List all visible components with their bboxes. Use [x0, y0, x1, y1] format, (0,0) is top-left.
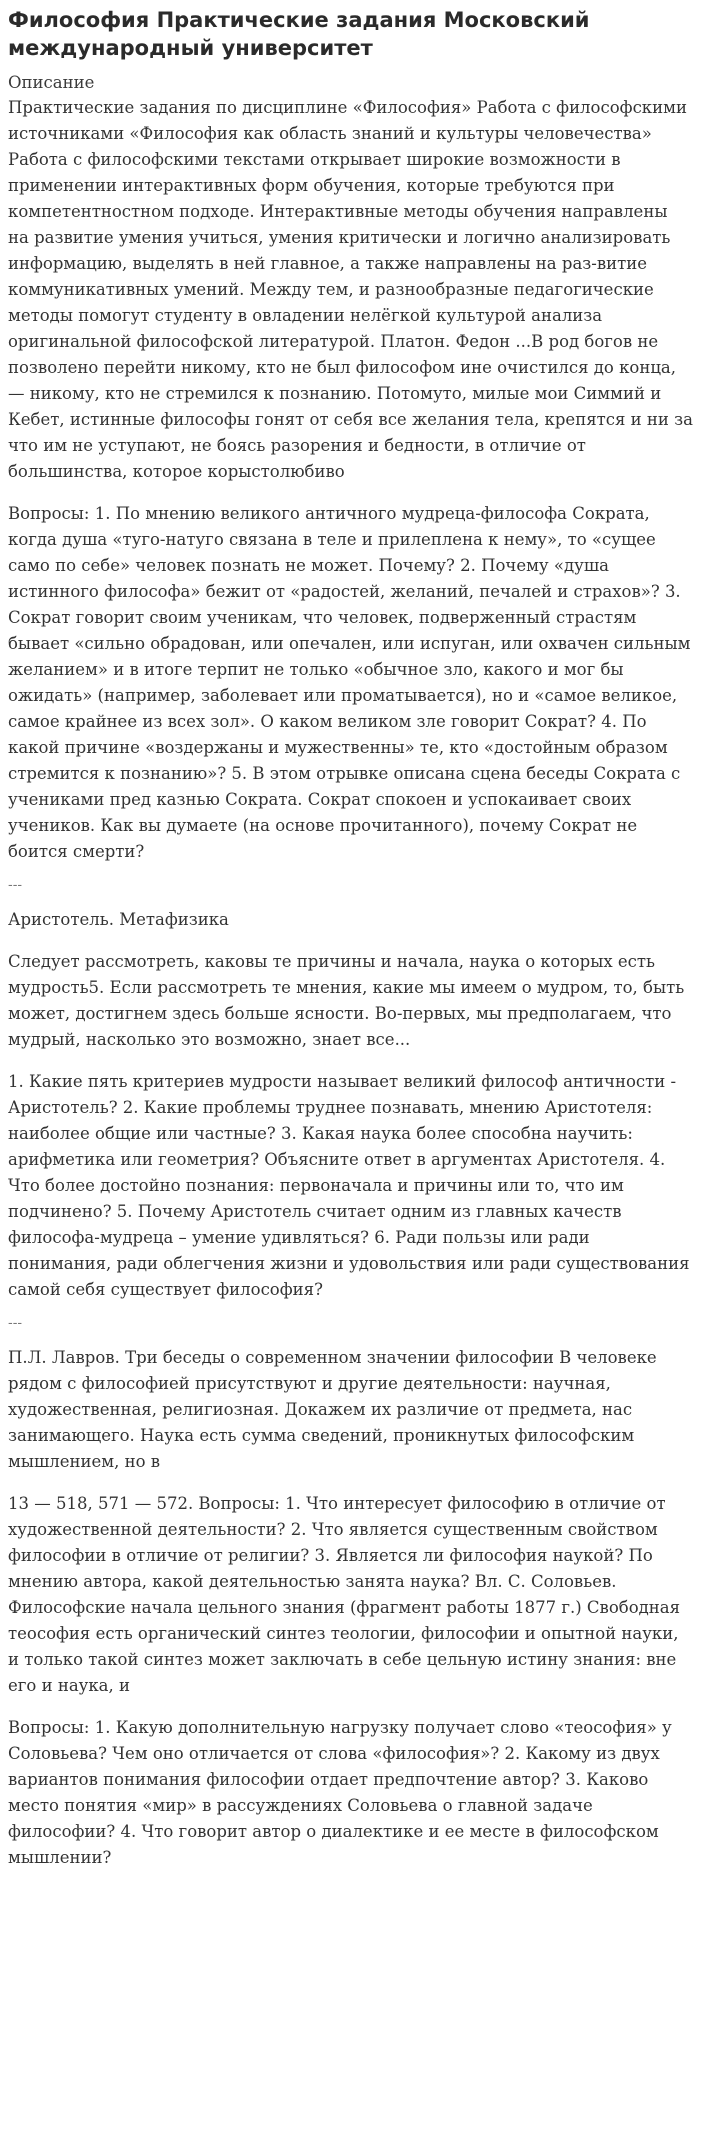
aristotle-questions-paragraph: 1. Какие пять критериев мудрости называет великий философ античности - Аристотель? 2. Какие проблемы труднее познавать, мнению Аристотеля: наиболее общие или частные? 3. Какая наука более способна научить: арифметика или геометрия? Объясните ответ в аргументах Аристотеля. 4. Что более достойно познания: первоначала и причины или то, что им подчинено? 5. Почему Аристотель считает одним из главных качеств философа-мудреца – умение удивляться? 6. Ради пользы или ради понимания, ради облегчения жизни и удовольствия или ради существования самой себя существует философия? [8, 1072, 690, 1299]
lavrov-soloviev-paragraph: 13 — 518, 571 — 572. Вопросы: 1. Что интересует философию в отличие от художественной деятельности? 2. Что является существенным свойством философии в отличие от религии? 3. Является ли философия наукой? По мнению автора, какой деятельностью занята наука? Вл. С. Соловьев. Философские начала цельного знания (фрагмент работы 1877 г.) Свободная теософия есть органический синтез теологии, философии и опытной науки, и только такой синтез может заключать в себе цельную истину знания: вне его и наука, и [8, 1494, 681, 1695]
lavrov-excerpt-paragraph: П.Л. Лавров. Три беседы о современном значении философии В человеке рядом с философией присутствуют и другие деятельности: научная, художественная, религиозная. Докажем их различие от предмета, нас занимающего. Наука есть сумма сведений, проникнутых философским мышлением, но в [8, 1348, 657, 1471]
soloviev-questions-paragraph: Вопросы: 1. Какую дополнительную нагрузку получает слово «теософия» у Соловьева? Чем оно отличается от слова «философия»? 2. Какому из двух вариантов понимания философии отдает предпочтение автор? 3. Каково место понятия «мир» в рассуждениях Соловьева о главной задаче философии? 4. Что говорит автор о диалектике и ее месте в философском мышлении? [8, 1718, 672, 1867]
aristotle-excerpt-paragraph: Следует рассмотреть, каковы те причины и начала, наука о которых есть мудрость5. Если рассмотреть те мнения, какие мы имеем о мудром, то, быть может, достигнем здесь больше ясности. Во-первых, мы предполагаем, что мудрый, насколько это возможно, знает все... [8, 952, 685, 1049]
aristotle-heading: Аристотель. Метафизика [8, 910, 229, 929]
section-separator: --- [8, 878, 23, 893]
page-title: Философия Практические задания Московский международный университет [8, 8, 590, 60]
plato-questions-paragraph: Вопросы: 1. По мнению великого античного мудреца-философа Сократа, когда душа «туго-натуго связана в теле и прилеплена к нему», то «сущее само по себе» человек познать не может. Почему? 2. Почему «душа истинного философа» бежит от «радостей, желаний, печалей и страхов»? 3. Сократ говорит своим ученикам, что человек, подверженный страстям бывает «сильно обрадован, или опечален, или испуган, или охвачен сильным желанием» и в итоге терпит не только «обычное зло, какого и мог бы ожидать» (например, заболевает или проматывается), но и «самое великое, самое крайнее из всех зол». О каком великом зле говорит Сократ? 4. По какой причине «воздержаны и мужественны» те, кто «достойным образом стремится к познанию»? 5. В этом отрывке описана сцена беседы Сократа с учениками пред казнью Сократа. Сократ спокоен и успокаивает своих учеников. Как вы думаете (на основе прочитанного), почему Сократ не боится смерти? [8, 504, 691, 861]
section-separator: --- [8, 1316, 23, 1331]
description-label: Описание [8, 73, 95, 92]
intro-paragraph: Практические задания по дисциплине «Философия» Работа с философскими источниками «Философия как область знаний и культуры человечества» Работа с философскими текстами открывает широкие возможности в применении интерактивных форм обучения, которые требуются при компетентностном подходе. Интерактивные методы обучения направлены на развитие умения учиться, умения критически и логично анализировать информацию, выделять в ней главное, а также направлены на раз-витие коммуникативных умений. Между тем, и разнообразные педагогические методы помогут студенту в овладении нелёгкой культурой анализа оригинальной философской литературой. Платон. Федон ...В род богов не позволено перейти никому, кто не был философом ине очистился до конца, — никому, кто не стремился к познанию. Потомуто, милые мои Симмий и Кебет, истинные философы гонят от себя все желания тела, крепятся и ни за что им не уступают, не боясь разорения и бедности, в отличие от большинства, которое корыстолюбиво [8, 98, 693, 481]
